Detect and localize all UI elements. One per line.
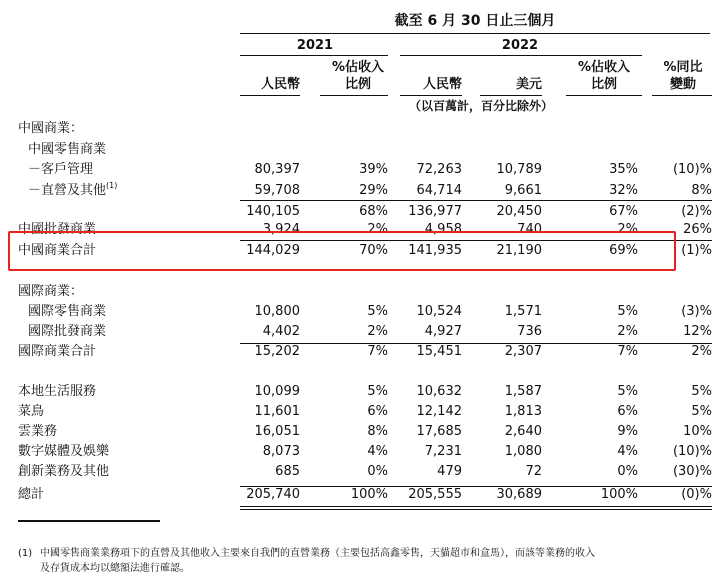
cell-rmb22: 4,958	[424, 222, 462, 237]
cell-rmb21: 80,397	[254, 162, 300, 177]
cell-yoy: 5%	[691, 404, 712, 419]
cell-pct22: 2%	[617, 324, 638, 339]
row-label: －直營及其他$^{(1)}$	[28, 181, 118, 198]
grand-total-rule-top	[240, 486, 712, 487]
cell-rmb22: 7,231	[424, 444, 462, 459]
col-rule-pct-2022	[566, 95, 642, 96]
cell-pct21: 7%	[367, 344, 388, 359]
cell-usd22: 1,571	[504, 304, 542, 319]
cell-rmb22: 64,714	[416, 183, 462, 198]
col-pct-2021-line2: 比例	[344, 77, 371, 92]
cell-usd22: 2,640	[504, 424, 542, 439]
cell-pct21: 68%	[359, 204, 388, 219]
footnote-marker: (1)	[18, 548, 33, 559]
cell-rmb21: 11,601	[254, 404, 300, 419]
col-rule-yoy	[652, 95, 712, 96]
cell-usd22: 736	[517, 324, 542, 339]
footnote-ref: (1)	[106, 181, 118, 190]
cell-rmb21: 59,708	[254, 183, 300, 198]
cell-pct21: 0%	[367, 464, 388, 479]
col-usd-2022: 美元	[515, 77, 542, 92]
cell-usd22: 740	[517, 222, 542, 237]
row-label: 國際商業：	[18, 284, 84, 299]
cell-usd22: 1,587	[504, 384, 542, 399]
cell-rmb21: 4,402	[262, 324, 300, 339]
period-rule	[240, 33, 710, 34]
col-rule-rmb-2022	[400, 95, 462, 96]
cell-pct21: 2%	[367, 324, 388, 339]
row-label: 菜鳥	[18, 404, 45, 419]
cell-usd22: 30,689	[496, 487, 542, 502]
cell-rmb22: 10,632	[416, 384, 462, 399]
footnote-line-1: 中國零售商業業務項下的直營及其他收入主要來自我們的直營業務（主要包括高鑫零售，天貓超市和盒馬），而該等業務的收入	[40, 548, 595, 559]
year-2022-header: 2022	[501, 38, 539, 53]
cell-yoy: (10)%	[672, 444, 712, 459]
col-rule-usd-2022	[480, 95, 542, 96]
cell-pct21: 8%	[367, 424, 388, 439]
cell-pct22: 67%	[609, 204, 638, 219]
cell-usd22: 21,190	[496, 243, 542, 258]
cell-pct22: 0%	[617, 464, 638, 479]
col-pct-2022-line1: %佔收入	[577, 60, 631, 75]
cell-pct21: 5%	[367, 304, 388, 319]
year-2021-header: 2021	[296, 38, 334, 53]
grand-total-rule-bottom2	[240, 509, 712, 510]
cell-rmb22: 136,977	[408, 204, 462, 219]
cell-usd22: 20,450	[496, 204, 542, 219]
row-label: 中國商業合計	[18, 243, 97, 258]
cell-pct22: 9%	[617, 424, 638, 439]
col-yoy-line2: 變動	[669, 77, 696, 92]
cell-rmb22: 12,142	[416, 404, 462, 419]
footnote-line-2: 及存貨成本均以總額法進行確認。	[40, 563, 190, 574]
cell-pct21: 100%	[350, 487, 388, 502]
cell-pct21: 5%	[367, 384, 388, 399]
cell-pct21: 2%	[367, 222, 388, 237]
cell-yoy: 10%	[683, 424, 712, 439]
cell-rmb22: 15,451	[416, 344, 462, 359]
cell-rmb21: 8,073	[262, 444, 300, 459]
cell-rmb21: 10,099	[254, 384, 300, 399]
row-label: 國際商業合計	[18, 344, 97, 359]
row-label: 國際零售商業	[28, 304, 107, 319]
year-2022-rule	[400, 55, 642, 56]
period-header: 截至 6 月 30 日止三個月	[394, 13, 556, 29]
row-label: 國際批發商業	[28, 324, 107, 339]
cell-yoy: (3)%	[681, 304, 712, 319]
subtotal-rule	[240, 200, 712, 201]
row-label: 雲業務	[18, 424, 58, 439]
cell-rmb22: 10,524	[416, 304, 462, 319]
cell-rmb21: 205,740	[246, 487, 300, 502]
cell-pct22: 2%	[617, 222, 638, 237]
cell-pct22: 32%	[609, 183, 638, 198]
cell-rmb21: 10,800	[254, 304, 300, 319]
col-yoy-line1: %同比	[663, 60, 703, 75]
cell-pct22: 7%	[617, 344, 638, 359]
cell-yoy: (10)%	[672, 162, 712, 177]
col-pct-2021-line1: %佔收入	[331, 60, 385, 75]
cell-yoy: (30)%	[672, 464, 712, 479]
cell-pct22: 4%	[617, 444, 638, 459]
col-rule-pct-2021	[320, 95, 388, 96]
cell-pct21: 70%	[359, 243, 388, 258]
cell-pct22: 5%	[617, 384, 638, 399]
cell-rmb21: 3,924	[262, 222, 300, 237]
cell-rmb21: 15,202	[254, 344, 300, 359]
cell-rmb22: 141,935	[408, 243, 462, 258]
col-rmb-2022: 人民幣	[422, 77, 462, 92]
cell-yoy: (0)%	[681, 487, 712, 502]
cell-pct21: 39%	[359, 162, 388, 177]
cell-usd22: 1,080	[504, 444, 542, 459]
cell-usd22: 10,789	[496, 162, 542, 177]
row-label: 總計	[18, 487, 45, 502]
cell-yoy: (2)%	[681, 204, 712, 219]
col-rmb-2021: 人民幣	[260, 77, 300, 92]
cell-pct22: 69%	[609, 243, 638, 258]
row-label: －客戶管理	[28, 162, 94, 177]
cell-pct21: 6%	[367, 404, 388, 419]
cell-yoy: 12%	[683, 324, 712, 339]
cell-pct21: 29%	[359, 183, 388, 198]
cell-rmb22: 72,263	[416, 162, 462, 177]
row-label: 創新業務及其他	[18, 464, 110, 479]
row-label: 中國零售商業	[28, 142, 107, 157]
col-pct-2022-line2: 比例	[590, 77, 617, 92]
col-rule-rmb-2021	[240, 95, 300, 96]
cell-usd22: 2,307	[504, 344, 542, 359]
year-2021-rule	[240, 55, 388, 56]
intl-total-rule	[240, 343, 712, 344]
cell-yoy: 2%	[691, 344, 712, 359]
unit-note: （以百萬計，百分比除外）	[408, 99, 553, 113]
cell-pct22: 5%	[617, 304, 638, 319]
row-label: 本地生活服務	[18, 384, 97, 399]
cell-yoy: 8%	[691, 183, 712, 198]
cell-pct21: 4%	[367, 444, 388, 459]
cell-rmb22: 17,685	[416, 424, 462, 439]
cell-pct22: 35%	[609, 162, 638, 177]
highlight-box	[8, 231, 676, 271]
footnote-rule	[18, 520, 160, 522]
row-label: 中國商業：	[18, 121, 84, 136]
cell-rmb22: 205,555	[408, 487, 462, 502]
grand-total-rule-bottom	[240, 506, 712, 507]
cell-yoy: 5%	[691, 384, 712, 399]
cell-pct22: 100%	[600, 487, 638, 502]
cell-usd22: 72	[525, 464, 542, 479]
cell-rmb22: 4,927	[424, 324, 462, 339]
cell-rmb21: 16,051	[254, 424, 300, 439]
row-label: 中國批發商業	[18, 222, 97, 237]
cell-rmb21: 140,105	[246, 204, 300, 219]
cell-rmb22: 479	[437, 464, 462, 479]
cell-rmb21: 685	[275, 464, 300, 479]
cell-yoy: (1)%	[681, 243, 712, 258]
cell-rmb21: 144,029	[246, 243, 300, 258]
cell-usd22: 1,813	[504, 404, 542, 419]
row-label: 數字媒體及娛樂	[18, 444, 110, 459]
cell-yoy: 26%	[683, 222, 712, 237]
cell-usd22: 9,661	[504, 183, 542, 198]
cell-pct22: 6%	[617, 404, 638, 419]
